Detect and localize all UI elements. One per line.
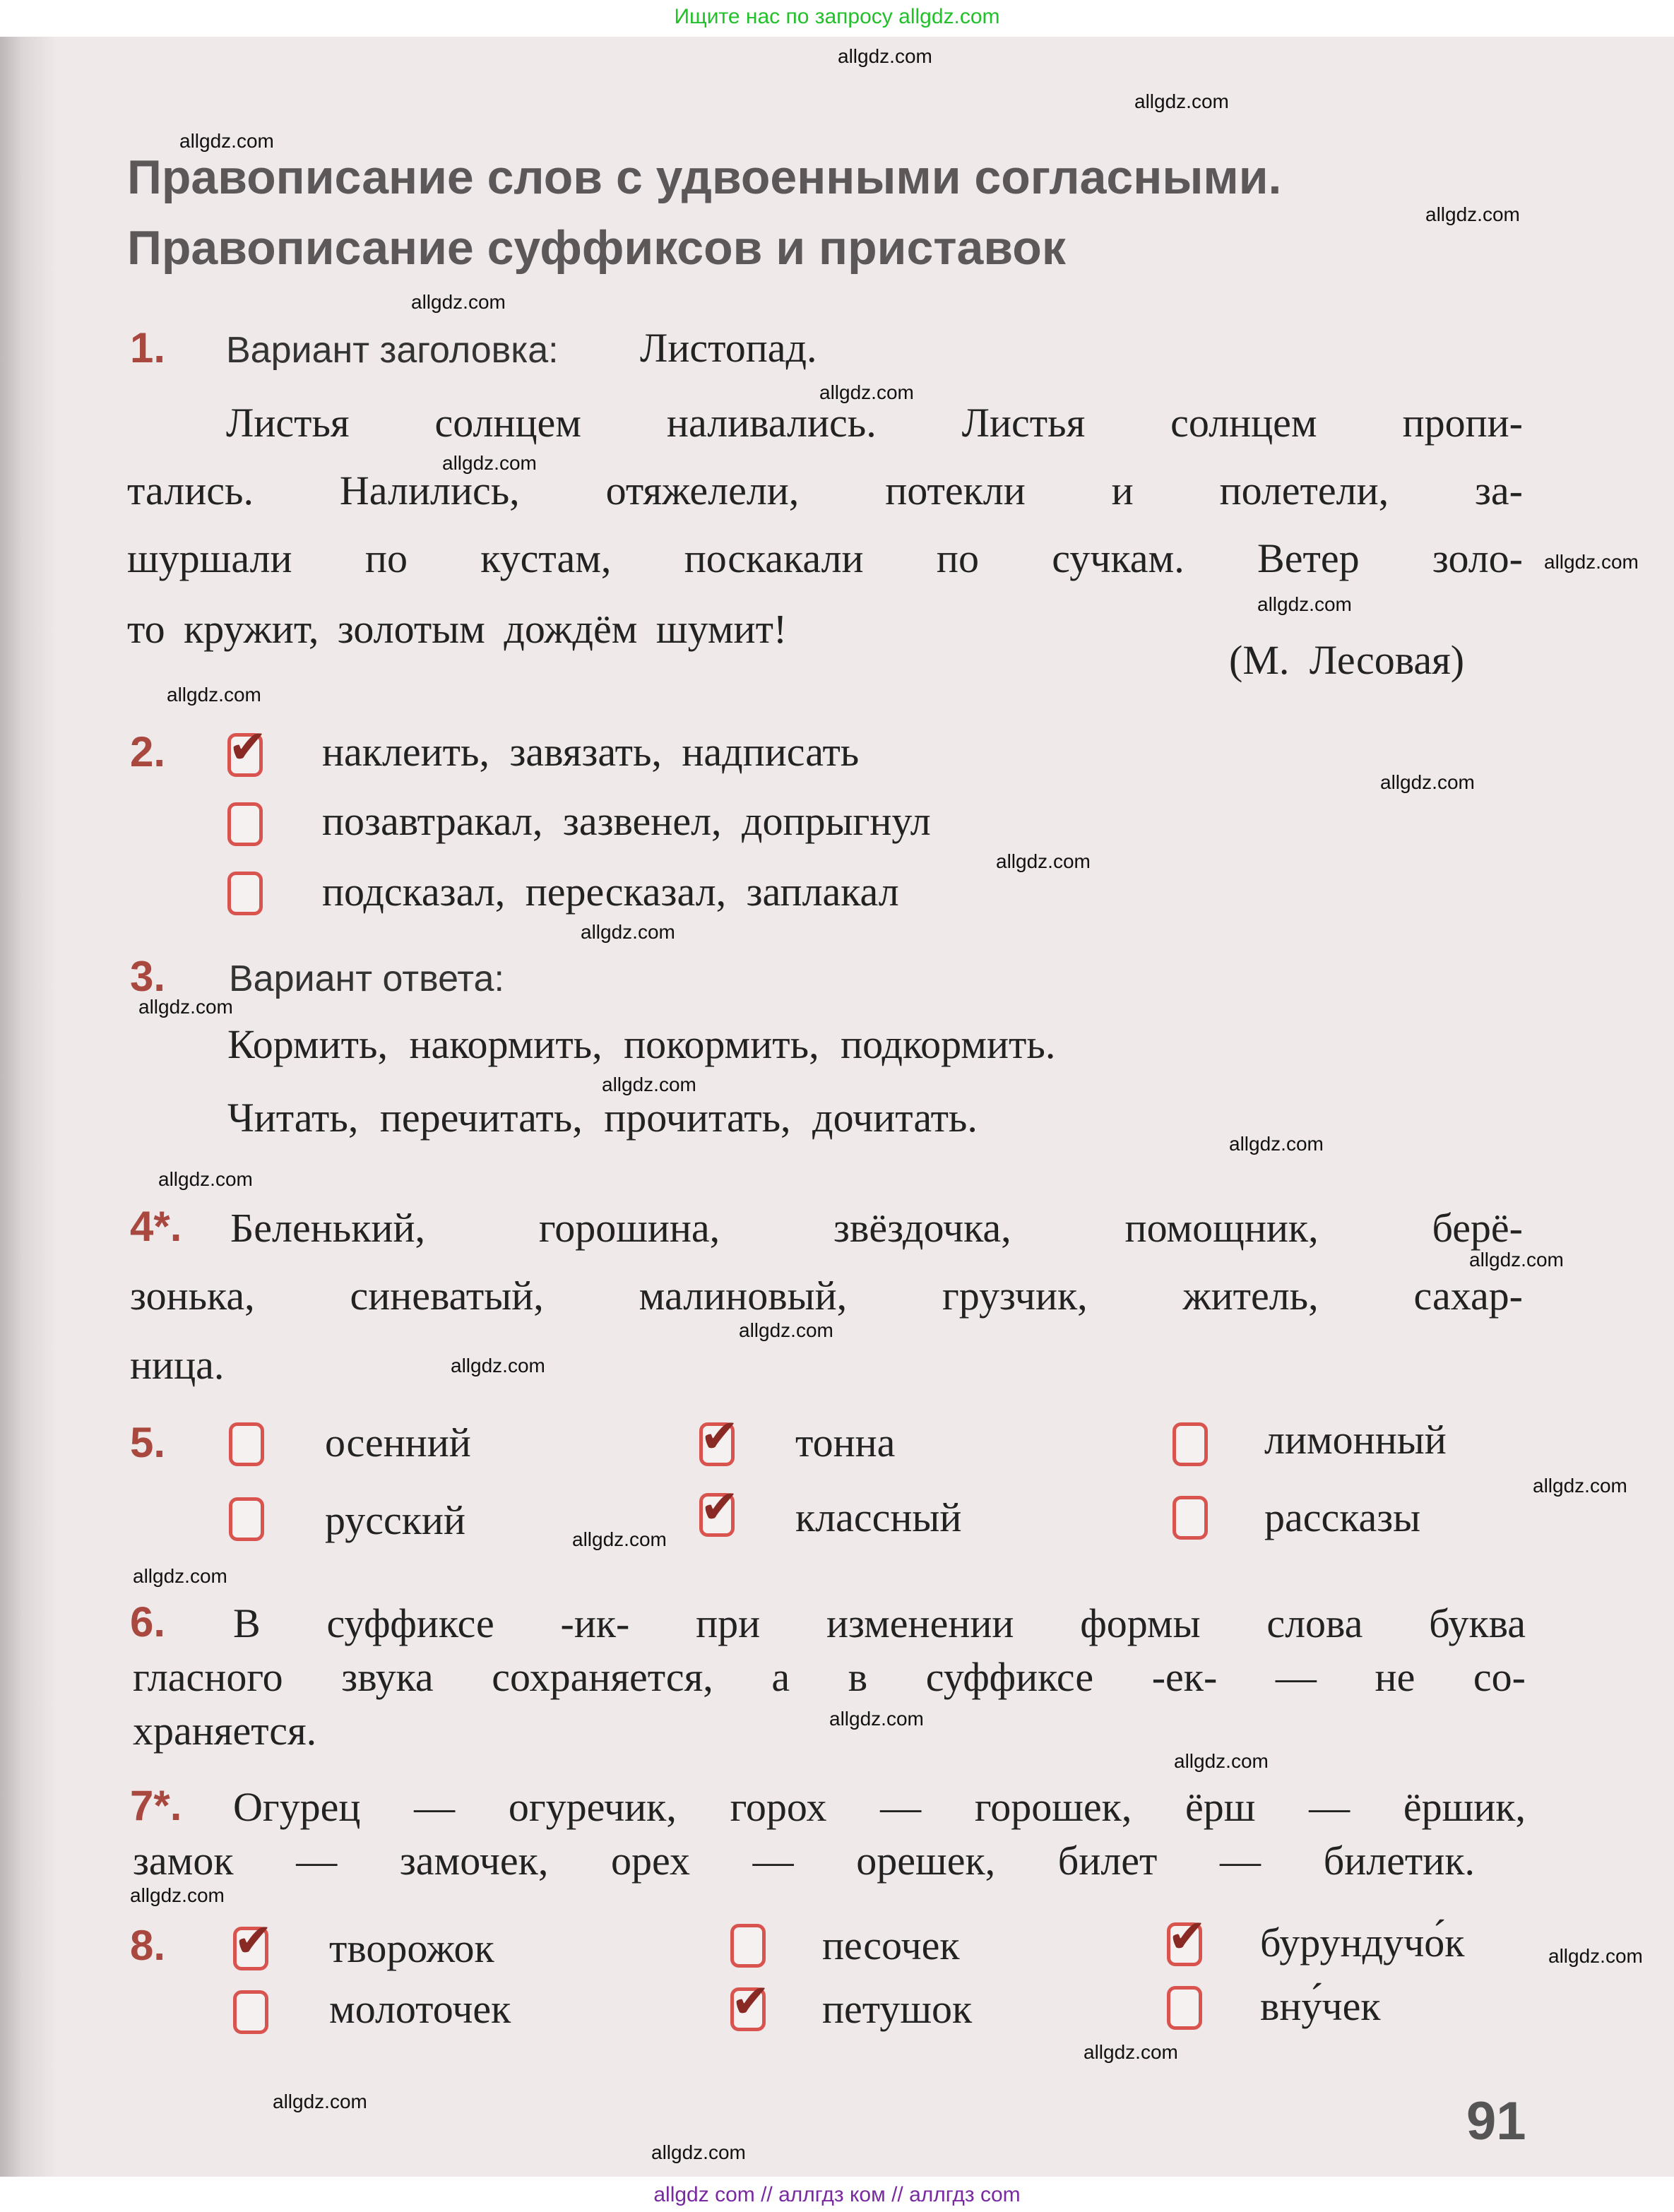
ex8-word: вну́чек [1260,1983,1381,2029]
ex5-word: лимонный [1264,1417,1447,1463]
watermark: allgdz.com [1425,203,1520,225]
watermark: allgdz.com [602,1074,696,1095]
watermark: allgdz.com [1174,1750,1269,1772]
watermark: allgdz.com [1084,2041,1178,2063]
ex5-word: осенний [325,1420,471,1465]
ex2-option-1: наклеить, завязать, надписать [322,729,860,775]
exercise-number-6: 6. [130,1598,166,1646]
ex5-word: тонна [795,1420,896,1465]
watermark: allgdz.com [739,1319,833,1341]
checkbox-tvorozhok[interactable] [233,1913,273,1970]
check-icon: ✔ [1168,1909,1207,1963]
checkbox-russkiy[interactable] [229,1497,264,1541]
watermark: allgdz.com [133,1565,227,1587]
ex3-line: Читать, перечитать, прочитать, дочитать. [227,1095,978,1141]
ex1-line: тались. Налились, отяжелели, потекли и полетели, за- [127,468,1523,513]
ex2-option-2: позавтракал, зазвенел, допрыгнул [322,798,931,844]
exercise-number-7: 7*. [130,1782,182,1829]
watermark: allgdz.com [1544,551,1639,573]
checkbox-osenniy[interactable] [229,1422,264,1466]
exercise-number-4: 4*. [130,1203,182,1250]
checkbox-limonniy[interactable] [1173,1422,1208,1466]
watermark: allgdz.com [130,1884,225,1906]
ex7-line: замок — замочек, орех — орешек, билет — билетик. [133,1838,1475,1884]
watermark: allgdz.com [411,291,506,313]
watermark: allgdz.com [1469,1249,1564,1271]
ex6-line: гласного звука сохраняется, а в суффиксе -ек- — не со- [133,1654,1526,1700]
watermark: allgdz.com [651,2141,746,2163]
watermark: allgdz.com [829,1708,924,1730]
check-icon: ✔ [234,1913,273,1968]
watermark: allgdz.com [819,381,914,403]
watermark: allgdz.com [167,684,261,706]
watermark: allgdz.com [273,2091,367,2112]
watermark: allgdz.com [442,452,537,474]
page-number: 91 [1466,2091,1526,2151]
watermark: allgdz.com [996,850,1091,872]
watermark: allgdz.com [451,1355,545,1376]
watermark: allgdz.com [158,1168,253,1190]
watermark: allgdz.com [572,1528,667,1550]
check-icon: ✔ [228,720,268,774]
watermark: allgdz.com [838,45,932,67]
watermark: allgdz.com [1229,1133,1324,1155]
page-title-line-1: Правописание слов с удвоенными согласными. [127,150,1282,204]
ex5-word: рассказы [1264,1494,1421,1540]
ex1-label: Вариант заголовка: [226,330,559,371]
ex8-word: молоточек [329,1986,511,2032]
page-spine-shadow [0,37,57,2177]
ex8-word: петушок [822,1986,973,2032]
ex7-line: Огурец — огуречик, горох — горошек, ёрш — ёршик, [233,1784,1526,1830]
checkbox-tonna[interactable] [699,1409,740,1466]
watermark: allgdz.com [1380,771,1475,793]
ex6-line: храняется. [133,1708,317,1754]
checkbox-molotochek[interactable] [233,1990,268,2034]
watermark: allgdz.com [179,130,274,152]
exercise-number-1: 1. [130,324,166,371]
ex1-line: то кружит, золотым дождём шумит! [127,606,788,652]
ex2-option-3: подсказал, пересказал, заплакал [322,869,899,915]
exercise-number-5: 5. [130,1419,166,1466]
ex1-line: Листья солнцем наливались. Листья солнцем пропи- [226,400,1523,446]
ex5-word: классный [795,1494,962,1540]
watermark: allgdz.com [1533,1475,1627,1497]
ex6-line: В суффиксе -ик- при изменении формы слова буква [233,1600,1526,1646]
ex3-label: Вариант ответа: [229,958,504,999]
check-icon: ✔ [700,1409,740,1463]
checkbox-pesochek[interactable] [730,1924,766,1968]
check-icon: ✔ [731,1974,771,2028]
ex1-author: (М. Лесовая) [1229,637,1465,683]
ex8-word: бурундучо́к [1260,1920,1465,1966]
watermark: allgdz.com [1548,1945,1643,1967]
exercise-number-2: 2. [130,728,166,775]
ex8-word: песочек [822,1922,960,1968]
ex1-answer: Листопад. [640,325,817,371]
checkbox-petushok[interactable] [730,1974,771,2031]
watermark: allgdz.com [1134,90,1229,112]
checkbox-burunduchok[interactable] [1167,1909,1207,1966]
ex1-line: шуршали по кустам, поскакали по сучкам. Ветер золо- [127,535,1523,581]
watermark: allgdz.com [138,996,233,1018]
ex5-word: русский [325,1497,465,1543]
ex4-line: зонька, синеватый, малиновый, грузчик, житель, сахар- [130,1273,1523,1319]
ex4-line: Беленький, горошина, звёздочка, помощник, берё- [230,1205,1523,1251]
checkbox-rasskazy[interactable] [1173,1496,1208,1540]
ex8-word: творожок [329,1925,494,1971]
checkbox-option-3[interactable] [227,872,263,915]
ex3-line: Кормить, накормить, покормить, подкормить. [227,1021,1056,1067]
exercise-number-8: 8. [130,1922,166,1969]
checkbox-klassniy[interactable] [699,1480,740,1537]
check-icon: ✔ [700,1480,740,1534]
checkbox-option-2[interactable] [227,802,263,846]
page-title-line-2: Правописание суффиксов и приставок [127,221,1066,275]
watermark: allgdz.com [581,921,675,943]
checkbox-option-1[interactable] [227,720,268,777]
checkbox-vnuchek[interactable] [1167,1986,1202,2030]
watermark: allgdz.com [1257,593,1352,615]
bottom-banner: allgdz com // аллгдз ком // аллгдз com [653,2183,1021,2206]
top-banner: Ищите нас по запросу allgdz.com [674,5,1000,28]
ex4-line: ница. [130,1342,225,1388]
exercise-number-3: 3. [130,953,166,1000]
